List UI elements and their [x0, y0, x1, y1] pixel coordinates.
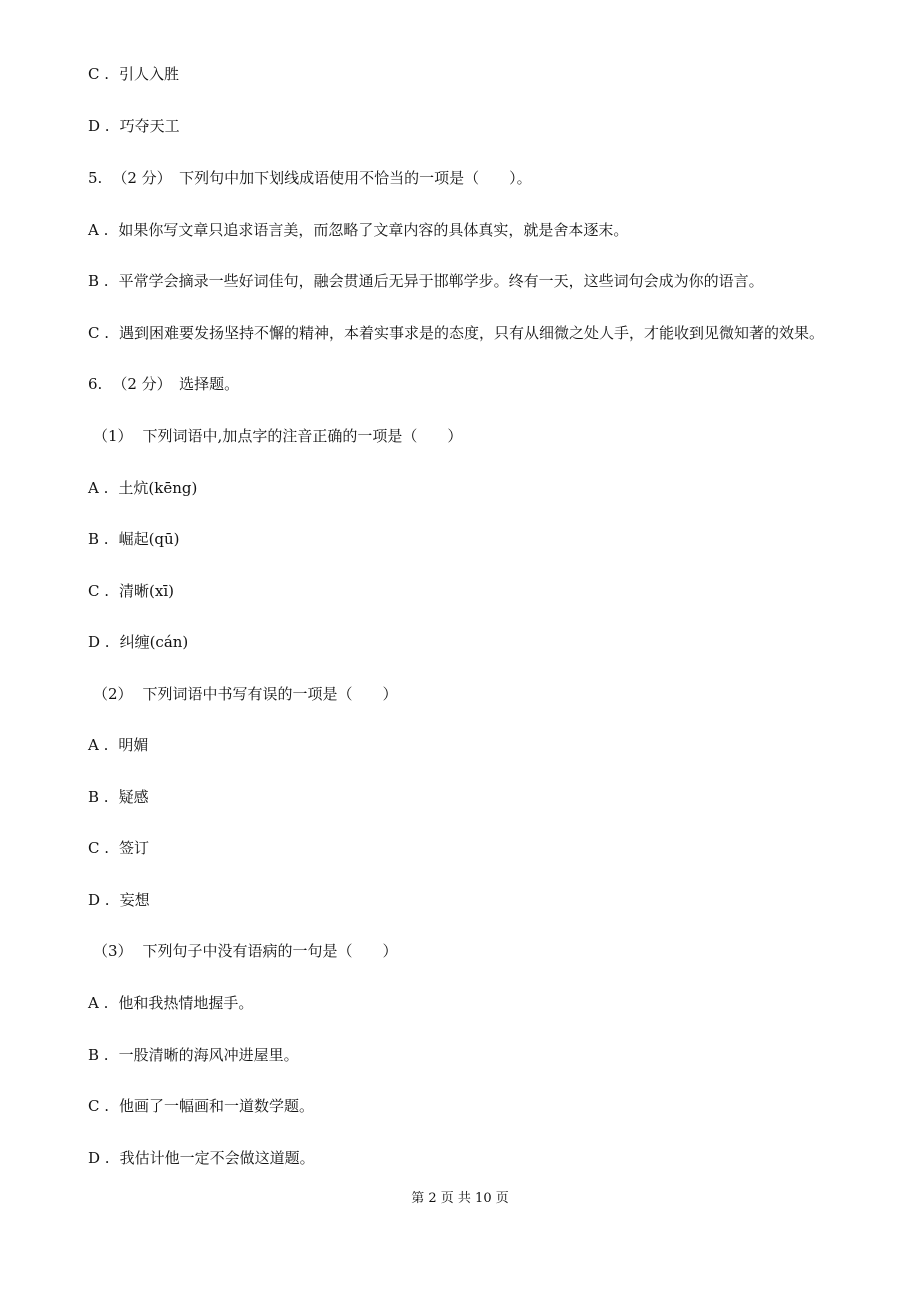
option-text: 引人入胜 [119, 65, 180, 83]
option-5c-prev [88, 64, 179, 84]
option-marker: D . [88, 633, 110, 651]
sub-2-option-c [88, 838, 149, 858]
page-footer: 第 2 页 共 10 页 [411, 1191, 509, 1206]
sub-2-option-d [88, 890, 150, 910]
sub-1-option-d [88, 632, 188, 652]
option-marker: A . [88, 221, 109, 239]
option-text: 如果你写文章只追求语言美，而忽略了文章内容的具体真实，就是舍本逐末。 [118, 221, 629, 239]
option-marker: C . [88, 324, 110, 342]
sub-1-option-c [88, 581, 174, 601]
option-marker: C . [88, 1097, 110, 1115]
question-5 [88, 168, 532, 188]
option-text: 签订 [119, 839, 150, 857]
option-text: 他和我热情地握手。 [118, 994, 254, 1012]
option-marker: A . [88, 479, 109, 497]
option-text: 妄想 [119, 891, 150, 909]
sub-question-text: 下列句子中没有语病的一句是（ ） [142, 942, 398, 960]
sub-question-number: （2） [93, 685, 133, 703]
sub-1-option-a [88, 478, 197, 498]
option-text: 我估计他一定不会做这道题。 [119, 1149, 315, 1167]
sub-3-option-a [88, 993, 253, 1013]
option-text: 清晰(xī) [119, 582, 174, 600]
option-text: 他画了一幅画和一道数学题。 [119, 1097, 315, 1115]
question-number: 5. [88, 169, 103, 187]
option-text: 明媚 [118, 736, 149, 754]
option-marker: B . [88, 530, 109, 548]
option-marker: C . [88, 839, 110, 857]
option-text: 巧夺天工 [119, 117, 180, 135]
question-5-option-c [88, 323, 824, 343]
option-text: 遇到困难要发扬坚持不懈的精神，本着实事求是的态度，只有从细微之处人手，才能收到见微知著的效果。 [119, 324, 825, 342]
sub-question-number: （3） [93, 942, 133, 960]
option-text: 平常学会摘录一些好词佳句，融会贯通后无异于邯郸学步。终有一天，这些词句会成为你的语言。 [118, 272, 764, 290]
option-text: 纠缠(cán) [119, 633, 189, 651]
question-text: （2 分） 下列句中加下划线成语使用不恰当的一项是（ ）。 [112, 169, 532, 187]
sub-question-text: 下列词语中,加点字的注音正确的一项是（ ） [142, 427, 463, 445]
option-marker: D . [88, 117, 110, 135]
question-number: 6. [88, 375, 103, 393]
sub-question-2 [93, 684, 398, 704]
sub-question-number: （1） [93, 427, 133, 445]
sub-2-option-a [88, 735, 148, 755]
option-marker: B . [88, 272, 109, 290]
sub-question-1 [93, 426, 462, 446]
sub-3-option-b [88, 1045, 299, 1065]
option-marker: A . [88, 736, 109, 754]
option-text: 崛起(qū) [118, 530, 180, 548]
option-marker: C . [88, 582, 110, 600]
sub-1-option-b [88, 529, 180, 549]
sub-question-text: 下列词语中书写有误的一项是（ ） [142, 685, 398, 703]
option-marker: D . [88, 891, 110, 909]
sub-question-3 [93, 941, 398, 961]
option-marker: B . [88, 788, 109, 806]
question-6 [88, 374, 239, 394]
question-text: （2 分） 选择题。 [112, 375, 240, 393]
option-marker: B . [88, 1046, 109, 1064]
sub-3-option-c [88, 1096, 314, 1116]
sub-3-option-d [88, 1148, 315, 1168]
option-text: 土炕(kēng) [118, 479, 198, 497]
option-marker: A . [88, 994, 109, 1012]
option-text: 一股清晰的海风冲进屋里。 [118, 1046, 299, 1064]
option-text: 疑感 [118, 788, 149, 806]
sub-2-option-b [88, 787, 149, 807]
option-marker: D . [88, 1149, 110, 1167]
question-5-option-b [88, 271, 764, 291]
option-marker: C . [88, 65, 110, 83]
question-5-option-a [88, 220, 628, 240]
option-5d-prev [88, 116, 180, 136]
